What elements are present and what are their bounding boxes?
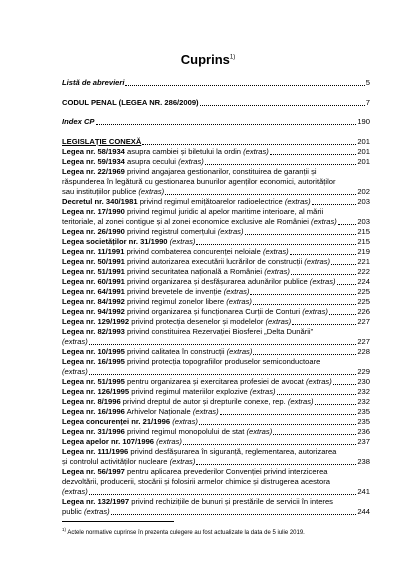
toc-entry-description: privind regimul zonelor libere [124, 296, 227, 306]
toc-page-number: 235 [357, 406, 370, 416]
toc-entry-extras: (extras) [226, 346, 253, 356]
toc-entry-continuation: teritoriale, al zonei contigue și al zonei economice exclusive ale României [62, 216, 312, 226]
toc-page-number: 201 [357, 156, 370, 166]
toc-leader-dots [312, 204, 357, 205]
toc-leader-dots [89, 344, 357, 345]
toc-leader-dots [291, 274, 356, 275]
toc-leader-dots [315, 404, 357, 405]
toc-entry[interactable] [62, 327, 370, 347]
toc-entry[interactable] [62, 98, 370, 108]
toc-entry-title: Legea nr. 16/1996 [62, 406, 125, 416]
toc-page-number: 227 [357, 316, 370, 326]
toc-entry[interactable] [62, 137, 370, 147]
toc-page-number: 203 [357, 196, 370, 206]
toc-entry-extras: (extras) [172, 416, 198, 426]
toc-entry-title: LEGISLAȚIE CONEXĂ [62, 136, 142, 146]
title-footnote-mark: 1) [229, 54, 236, 61]
toc-entry-extras: (extras) [83, 506, 110, 516]
toc-entry-extras: (extras) [169, 236, 196, 246]
toc-entry-continuation: public [62, 506, 84, 516]
toc-page-number: 236 [357, 426, 370, 436]
toc-entry-title: Legea nr. 26/1990 [62, 226, 125, 236]
toc-entry[interactable] [62, 427, 370, 437]
toc-entry[interactable] [62, 167, 370, 197]
toc-entry-continuation: și controlul activităților nucleare [62, 456, 170, 466]
toc-entry-title: CODUL PENAL (LEGEA NR. 286/2009) [62, 97, 199, 107]
toc-entry-description: Arhivelor Naționale [124, 406, 193, 416]
toc-leader-dots [331, 264, 356, 265]
toc-entry-description: privind angajarea gestionarilor, constituirea de garanții și [124, 166, 317, 176]
toc-entry-description: privind organizarea și funcționarea Curții de Conturi [124, 306, 303, 316]
toc-leader-dots [253, 304, 356, 305]
toc-page-number: 241 [357, 486, 370, 496]
toc-leader-dots [111, 514, 357, 515]
toc-entry-title: Legea nr. 50/1991 [62, 256, 125, 266]
footnote-separator [62, 521, 174, 522]
toc-entry-title: Legea concurenței nr. 21/1996 [62, 416, 171, 426]
toc-leader-dots [273, 434, 356, 435]
toc-entry[interactable] [62, 357, 370, 377]
toc-entry[interactable] [62, 227, 370, 237]
toc-entry-title: Decretul nr. 340/1981 [62, 196, 138, 206]
toc-page-number: 226 [357, 306, 370, 316]
toc-entry-description: privind constituirea Rezervației Biosferei „Delta Dunării” [124, 326, 314, 336]
toc-leader-dots [270, 154, 356, 155]
toc-entry-extras: (extras) [309, 276, 336, 286]
toc-entry-description: privind combaterea concurenței neloiale [124, 246, 263, 256]
footnote [62, 527, 370, 536]
toc-entry-title: Legea societăților nr. 31/1990 [62, 236, 168, 246]
toc-page-number: 203 [357, 216, 370, 226]
toc-entry-extras: (extras) [265, 316, 292, 326]
toc-page-number: 227 [357, 336, 370, 346]
toc-entry-title: Legea nr. 51/1991 [62, 266, 125, 276]
toc-entry-extras: (extras) [62, 486, 88, 496]
toc-entry[interactable] [62, 407, 370, 417]
toc-entry[interactable] [62, 117, 370, 127]
toc-entry-description: privind rechizițiile de bunuri și prestările de servicii în interes [129, 496, 333, 506]
toc-page-number: 221 [357, 256, 370, 266]
toc-entry-description: pentru aplicarea prevederilor Convenției privind interzicerea [124, 466, 328, 476]
toc-entry-description: privind regimul monopolului de stat [124, 426, 247, 436]
toc-leader-dots [199, 424, 356, 425]
toc-entry[interactable] [62, 287, 370, 297]
toc-leader-dots [89, 374, 357, 375]
toc-entry-title: Legea nr. 129/1992 [62, 316, 130, 326]
toc-entry-title: Listă de abrevieri [62, 78, 125, 87]
toc-entry-extras: (extras) [302, 306, 328, 316]
toc-leader-dots [220, 414, 357, 415]
toc-entry-title: Legea apelor nr. 107/1996 [62, 436, 155, 446]
toc-page-number: 229 [357, 366, 370, 376]
toc-entry[interactable] [62, 247, 370, 257]
toc-entry-description: privind protecția topografiilor produselor semiconductoare [124, 356, 321, 366]
toc-entry-extras: (extras) [304, 256, 331, 266]
toc-leader-dots [338, 224, 357, 225]
toc-leader-dots [245, 234, 357, 235]
toc-entry-description: privind organizarea și desfășurarea adunărilor publice [124, 276, 310, 286]
toc-page-number: 225 [357, 296, 370, 306]
toc-entry-description: privind brevetele de invenție [124, 286, 224, 296]
toc-leader-dots [165, 194, 356, 195]
toc-entry-extras: (extras) [169, 456, 196, 466]
toc-entry-title: Legea nr. 16/1995 [62, 356, 125, 366]
toc-leader-dots [277, 394, 357, 395]
toc-entry-description: pentru organizarea și exercitarea profesiei de avocat [124, 376, 306, 386]
toc-entry[interactable] [62, 447, 370, 467]
toc-spacer [62, 108, 370, 118]
toc-page-number: 7 [365, 97, 370, 107]
toc-entry-description: asupra cecului [124, 156, 179, 166]
toc-leader-dots [200, 105, 365, 106]
toc-leader-dots [183, 444, 356, 445]
toc-entry-title: Legea nr. 59/1934 [62, 156, 125, 166]
toc-entry-continuation: sau instituțiilor publice [62, 186, 139, 196]
toc-spacer [62, 127, 370, 137]
toc-page-number: 201 [357, 146, 370, 156]
toc-entry-description: privind registrul comerțului [124, 226, 218, 236]
toc-entry-extras: (extras) [311, 216, 337, 226]
toc-entry-description: privind desfășurarea în siguranță, reglementarea, autorizarea [128, 446, 337, 456]
toc-entry[interactable] [62, 297, 370, 307]
toc-entry-description: privind regimul juridic al apelor maritime interioare, al mării [124, 206, 324, 216]
toc-leader-dots [329, 314, 356, 315]
toc-page-number: 225 [357, 286, 370, 296]
toc-entry-extras: (extras) [262, 246, 289, 256]
toc-entry-continuation: răspunderea în legătură cu gestionarea bunurilor agenților economici, autorităților [62, 176, 336, 186]
toc-leader-dots [196, 244, 356, 245]
toc-entry-title: Legea nr. 31/1996 [62, 426, 125, 436]
toc-entry-title: Legea nr. 17/1990 [62, 206, 125, 216]
toc-entry-extras: (extras) [243, 146, 269, 156]
toc-entry-extras: (extras) [246, 426, 273, 436]
toc-page-number: 222 [357, 266, 370, 276]
toc-entry-continuation: dezvoltării, producerii, stocării și folosirii armelor chimice și distrugerea acestora [62, 476, 330, 486]
toc-entry[interactable] [62, 197, 370, 207]
toc-entry[interactable] [62, 317, 370, 327]
toc-entry-extras: (extras) [226, 296, 252, 306]
toc-entry-title: Legea nr. 111/1996 [62, 446, 129, 456]
toc-page-number: 230 [357, 376, 370, 386]
toc-entry-extras: (extras) [217, 226, 244, 236]
toc-entry-extras: (extras) [138, 186, 165, 196]
toc-entry-description: privind dreptul de autor și drepturile conexe, rep. [120, 396, 288, 406]
toc-entry[interactable] [62, 347, 370, 357]
toc-entry-extras: (extras) [306, 376, 332, 386]
toc-entry-title: Legea nr. 56/1997 [62, 466, 125, 476]
toc-entry-extras: (extras) [264, 266, 290, 276]
toc-page-number: 232 [357, 386, 370, 396]
toc-entry-extras: (extras) [192, 406, 219, 416]
toc-page-number: 238 [357, 456, 370, 466]
toc-entry-extras: (extras) [249, 386, 276, 396]
toc-entry-title: Legea nr. 51/1995 [62, 376, 125, 386]
toc-page-number: 244 [357, 506, 370, 516]
toc-entry[interactable] [62, 157, 370, 167]
toc-page-number: 237 [357, 436, 370, 446]
toc-page-number: 215 [357, 226, 370, 236]
toc-page-number: 219 [357, 246, 370, 256]
toc-entry-extras: (extras) [223, 286, 250, 296]
toc-entry-extras: (extras) [178, 156, 204, 166]
toc-page-number: 201 [357, 136, 370, 146]
toc-entry-title: Legea nr. 84/1992 [62, 296, 125, 306]
toc-entry-title: Legea nr. 64/1991 [62, 286, 125, 296]
toc-leader-dots [205, 164, 356, 165]
toc-entry-description: asupra cambiei și biletului la ordin [124, 146, 244, 156]
toc-entry-description: privind regimul emițătoarelor radioelectrice [137, 196, 285, 206]
toc-leader-dots [253, 354, 356, 355]
toc-entry-description: privind regimul materiilor explozive [129, 386, 250, 396]
toc-leader-dots [292, 324, 356, 325]
toc-entry[interactable] [62, 467, 370, 497]
toc-entry-title: Legea nr. 10/1995 [62, 346, 125, 356]
toc-entry[interactable] [62, 417, 370, 427]
toc-entry-title: Legea nr. 94/1992 [62, 306, 125, 316]
toc-entry-description: privind protecția desenelor și modelelor [129, 316, 266, 326]
toc-entry-extras: (extras) [62, 336, 88, 346]
toc-entry-title: Index CP [62, 117, 95, 126]
toc-entry-extras: (extras) [287, 396, 314, 406]
toc-leader-dots [250, 294, 356, 295]
toc-entry-description: privind securitatea națională a României [124, 266, 265, 276]
toc-page-number: 5 [365, 78, 370, 87]
toc-entry-title: Legea nr. 82/1993 [62, 326, 125, 336]
toc-page-number: 224 [357, 276, 370, 286]
toc-entry[interactable] [62, 78, 370, 88]
toc-leader-dots [290, 254, 357, 255]
toc-leader-dots [96, 124, 357, 125]
toc-entry-title: Legea nr. 60/1991 [62, 276, 125, 286]
footnote-text: Actele normative cuprinse în prezenta culegere au fost actualizate la data de 5 iulie 2019. [67, 530, 305, 536]
toc-entry-description: privind autorizarea executării lucrărilor de construcții [124, 256, 305, 266]
toc-entry-title: Legea nr. 8/1996 [62, 396, 121, 406]
toc-spacer [62, 88, 370, 98]
toc-entry-title: Legea nr. 58/1934 [62, 146, 125, 156]
toc-entry[interactable] [62, 147, 370, 157]
table-of-contents [62, 78, 370, 517]
toc-entry[interactable] [62, 207, 370, 227]
toc-entry-title: Legea nr. 126/1995 [62, 386, 130, 396]
toc-leader-dots [337, 284, 357, 285]
toc-entry-title: Legea nr. 22/1969 [62, 166, 125, 176]
toc-leader-dots [142, 144, 356, 145]
footnote-mark: 1) [62, 527, 67, 532]
toc-entry[interactable] [62, 377, 370, 387]
title-text: Cuprins [180, 52, 230, 67]
toc-entry-description: privind calitatea în construcții [124, 346, 227, 356]
toc-leader-dots [196, 464, 356, 465]
toc-page-number: 202 [357, 186, 370, 196]
toc-entry-title: Legea nr. 132/1997 [62, 496, 130, 506]
toc-entry[interactable] [62, 307, 370, 317]
toc-leader-dots [89, 494, 357, 495]
toc-entry-extras: (extras) [156, 436, 182, 446]
toc-entry[interactable] [62, 267, 370, 277]
toc-entry-extras: (extras) [284, 196, 311, 206]
toc-page-number: 215 [357, 236, 370, 246]
toc-entry[interactable] [62, 497, 370, 517]
toc-entry[interactable] [62, 387, 370, 397]
toc-page-number: 232 [357, 396, 370, 406]
toc-page-number: 190 [357, 117, 370, 126]
toc-entry[interactable] [62, 237, 370, 247]
toc-entry-extras: (extras) [62, 366, 88, 376]
page-title [0, 52, 416, 67]
toc-entry[interactable] [62, 437, 370, 447]
toc-entry[interactable] [62, 257, 370, 267]
toc-entry[interactable] [62, 277, 370, 287]
toc-leader-dots [333, 384, 357, 385]
toc-page-number: 228 [357, 346, 370, 356]
toc-entry-title: Legea nr. 11/1991 [62, 246, 125, 256]
toc-entry[interactable] [62, 397, 370, 407]
toc-page-number: 235 [357, 416, 370, 426]
toc-leader-dots [125, 85, 364, 86]
